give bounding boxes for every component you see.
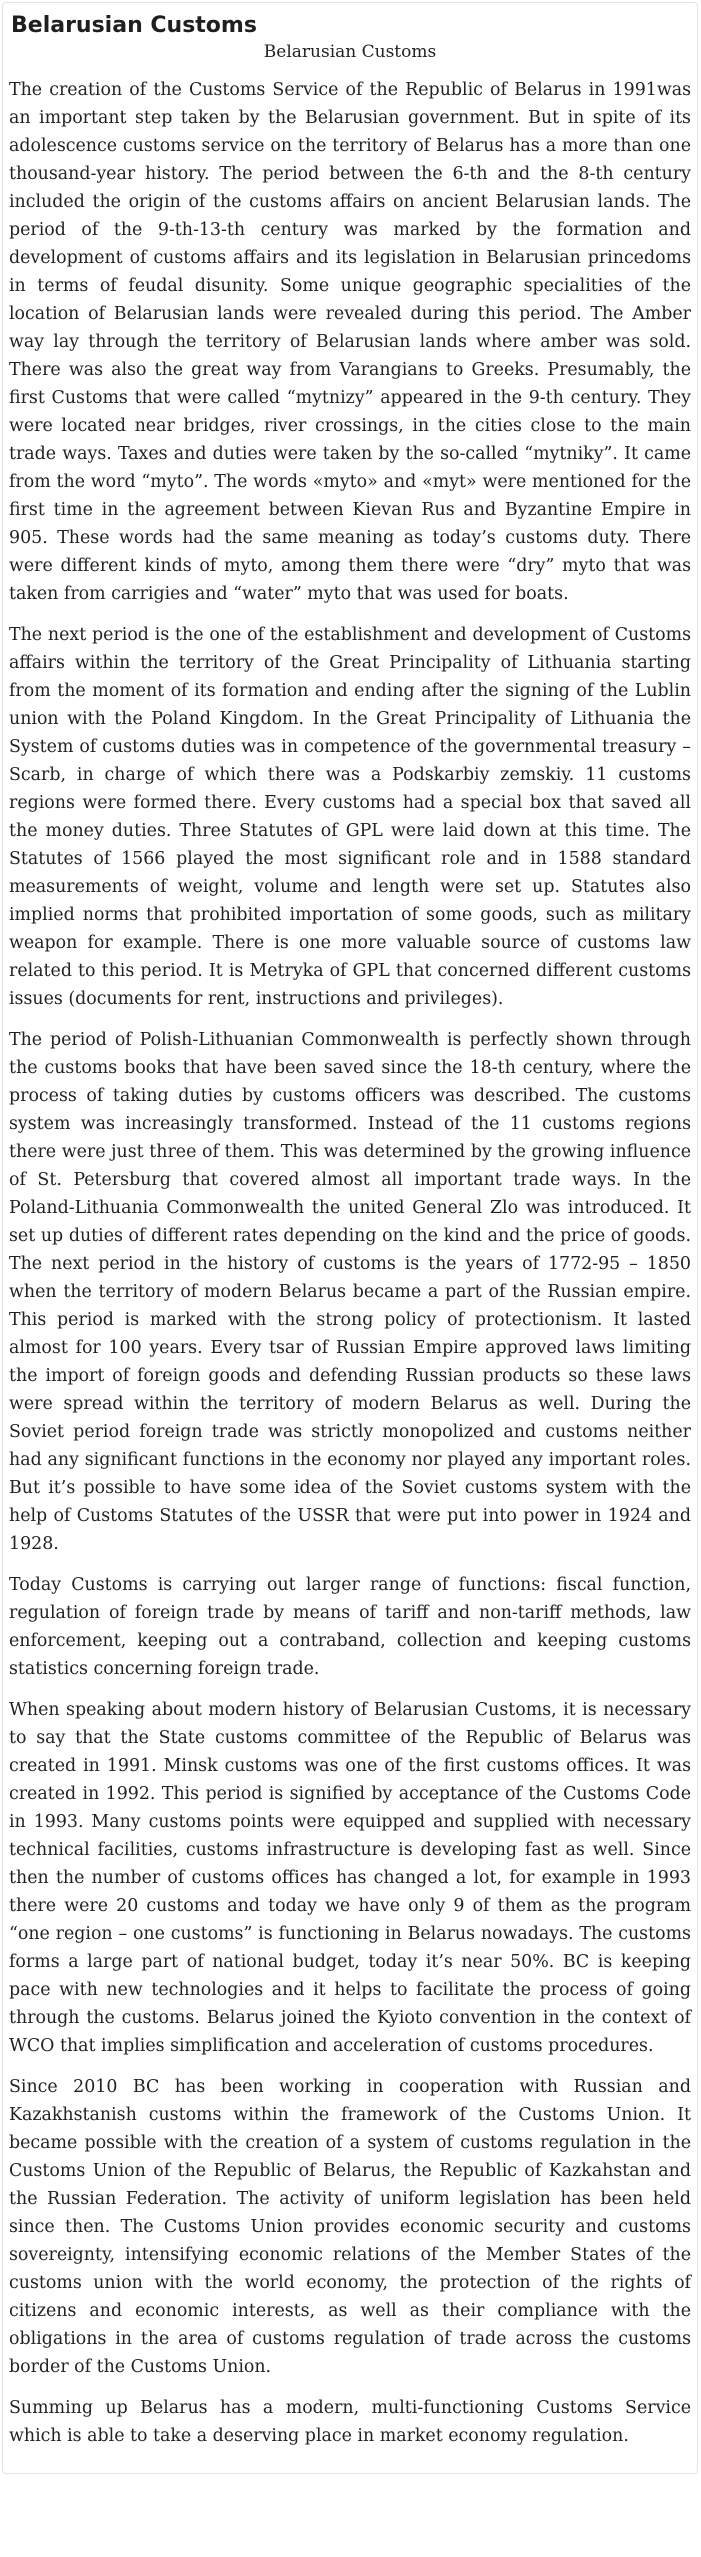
article-subtitle: Belarusian Customs — [263, 42, 437, 62]
paragraph-commonwealth-period: The period of Polish-Lithuanian Commonwealth is perfectly shown through the customs books that have been saved since the 18-th century, where the process of taking duties by customs officers was described. The customs system was increasingly transformed. Instead of the 11 customs regions there were just three of them. This was determined by the growing influence of St. Petersburg that covered almost all important trade ways. In the Poland-Lithuania Commonwealth the united General Zlo was introduced. It set up duties of different rates depending on the kind and the price of goods. The next period in the history of customs is the years of 1772-95 – 1850 when the territory of modern Belarus became a part of the Russian empire. This period is marked with the strong policy of protectionism. It lasted almost for 100 years. Every tsar of Russian Empire approved laws limiting the import of foreign goods and defending Russian products so these laws were spread within the territory of modern Belarus as well. During the Soviet period foreign trade was strictly monopolized and customs neither had any significant functions in the economy nor played any important roles. But it’s possible to have some idea of the Soviet customs system with the help of Customs Statutes of the USSR that were put into power in 1924 and 1928. — [9, 1030, 691, 1554]
paragraph-lithuania-period: The next period is the one of the establishment and development of Customs affairs within the territory of the Great Principality of Lithuania starting from the moment of its formation and ending after the signing of the Lublin union with the Poland Kingdom. In the Great Principality of Lithuania the System of customs duties was in competence of the governmental treasury – Scarb, in charge of which there was a Podskarbiy zemskiy. 11 customs regions were formed there. Every customs had a special box that saved all the money duties. Three Statutes of GPL were laid down at this time. The Statutes of 1566 played the most significant role and in 1588 standard measurements of weight, volume and length were set up. Statutes also implied norms that prohibited importation of some goods, such as military weapon for example. There is one more valuable source of customs law related to this period. It is Metryka of GPL that concerned different customs issues (documents for rent, instructions and privileges). — [9, 625, 691, 1009]
paragraph-functions-today: Today Customs is carrying out larger range of functions: fiscal function, regulation of foreign trade by means of tariff and non-tariff methods, law enforcement, keeping out a contraband, collection and keeping customs statistics concerning foreign trade. — [9, 1575, 691, 1679]
article-container — [2, 2, 698, 2474]
paragraph-early-history: The creation of the Customs Service of the Republic of Belarus in 1991was an important step taken by the Belarusian government. But in spite of its adolescence customs service on the territory of Belarus has a more than one thousand-year history. The period between the 6-th and the 8-th century included the origin of the customs affairs on ancient Belarusian lands. The period of the 9-th-13-th century was marked by the formation and development of customs affairs and its legislation in Belarusian princedoms in terms of feudal disunity. Some unique geographic specialities of the location of Belarusian lands were revealed during this period. The Amber way lay through the territory of Belarusian lands where amber was sold. There was also the great way from Varangians to Greeks. Presumably, the first Customs that were called “mytnizy” appeared in the 9-th century. They were located near bridges, river crossings, in the cities close to the main trade ways. Taxes and duties were taken by the so-called “mytniky”. It came from the word “myto”. The words «myto» and «myt» were mentioned for the first time in the agreement between Kievan Rus and Byzantine Empire in 905. These words had the same meaning as today’s customs duty. There were different kinds of myto, among them there were “dry” myto that was taken from carrigies and “water” myto that was used for boats. — [9, 80, 691, 604]
paragraph-modern-history: When speaking about modern history of Belarusian Customs, it is necessary to say that the State customs committee of the Republic of Belarus was created in 1991. Minsk customs was one of the first customs offices. It was created in 1992. This period is signified by acceptance of the Customs Code in 1993. Many customs points were equipped and supplied with necessary technical facilities, customs infrastructure is developing fast as well. Since then the number of customs offices has changed a lot, for example in 1993 there were 20 customs and today we have only 9 of them as the program “one region – one customs” is functioning in Belarus nowadays. The customs forms a large part of national budget, today it’s near 50%. BC is keeping pace with new technologies and it helps to facilitate the process of going through the customs. Belarus joined the Kyioto convention in the context of WCO that implies simplification and acceleration of customs procedures. — [9, 1700, 691, 2056]
page-title: Belarusian Customs — [11, 13, 257, 38]
paragraph-customs-union: Since 2010 BC has been working in cooperation with Russian and Kazakhstanish customs within the framework of the Customs Union. It became possible with the creation of a system of customs regulation in the Customs Union of the Republic of Belarus, the Republic of Kazkahstan and the Russian Federation. The activity of uniform legislation has been held since then. The Customs Union provides economic security and customs sovereignty, intensifying economic relations of the Member States of the customs union with the world economy, the protection of the rights of citizens and economic interests, as well as their compliance with the obligations in the area of customs regulation of trade across the customs border of the Customs Union. — [9, 2077, 691, 2377]
paragraph-summary: Summing up Belarus has a modern, multi-functioning Customs Service which is able to take a deserving place in market economy regulation. — [9, 2398, 691, 2446]
